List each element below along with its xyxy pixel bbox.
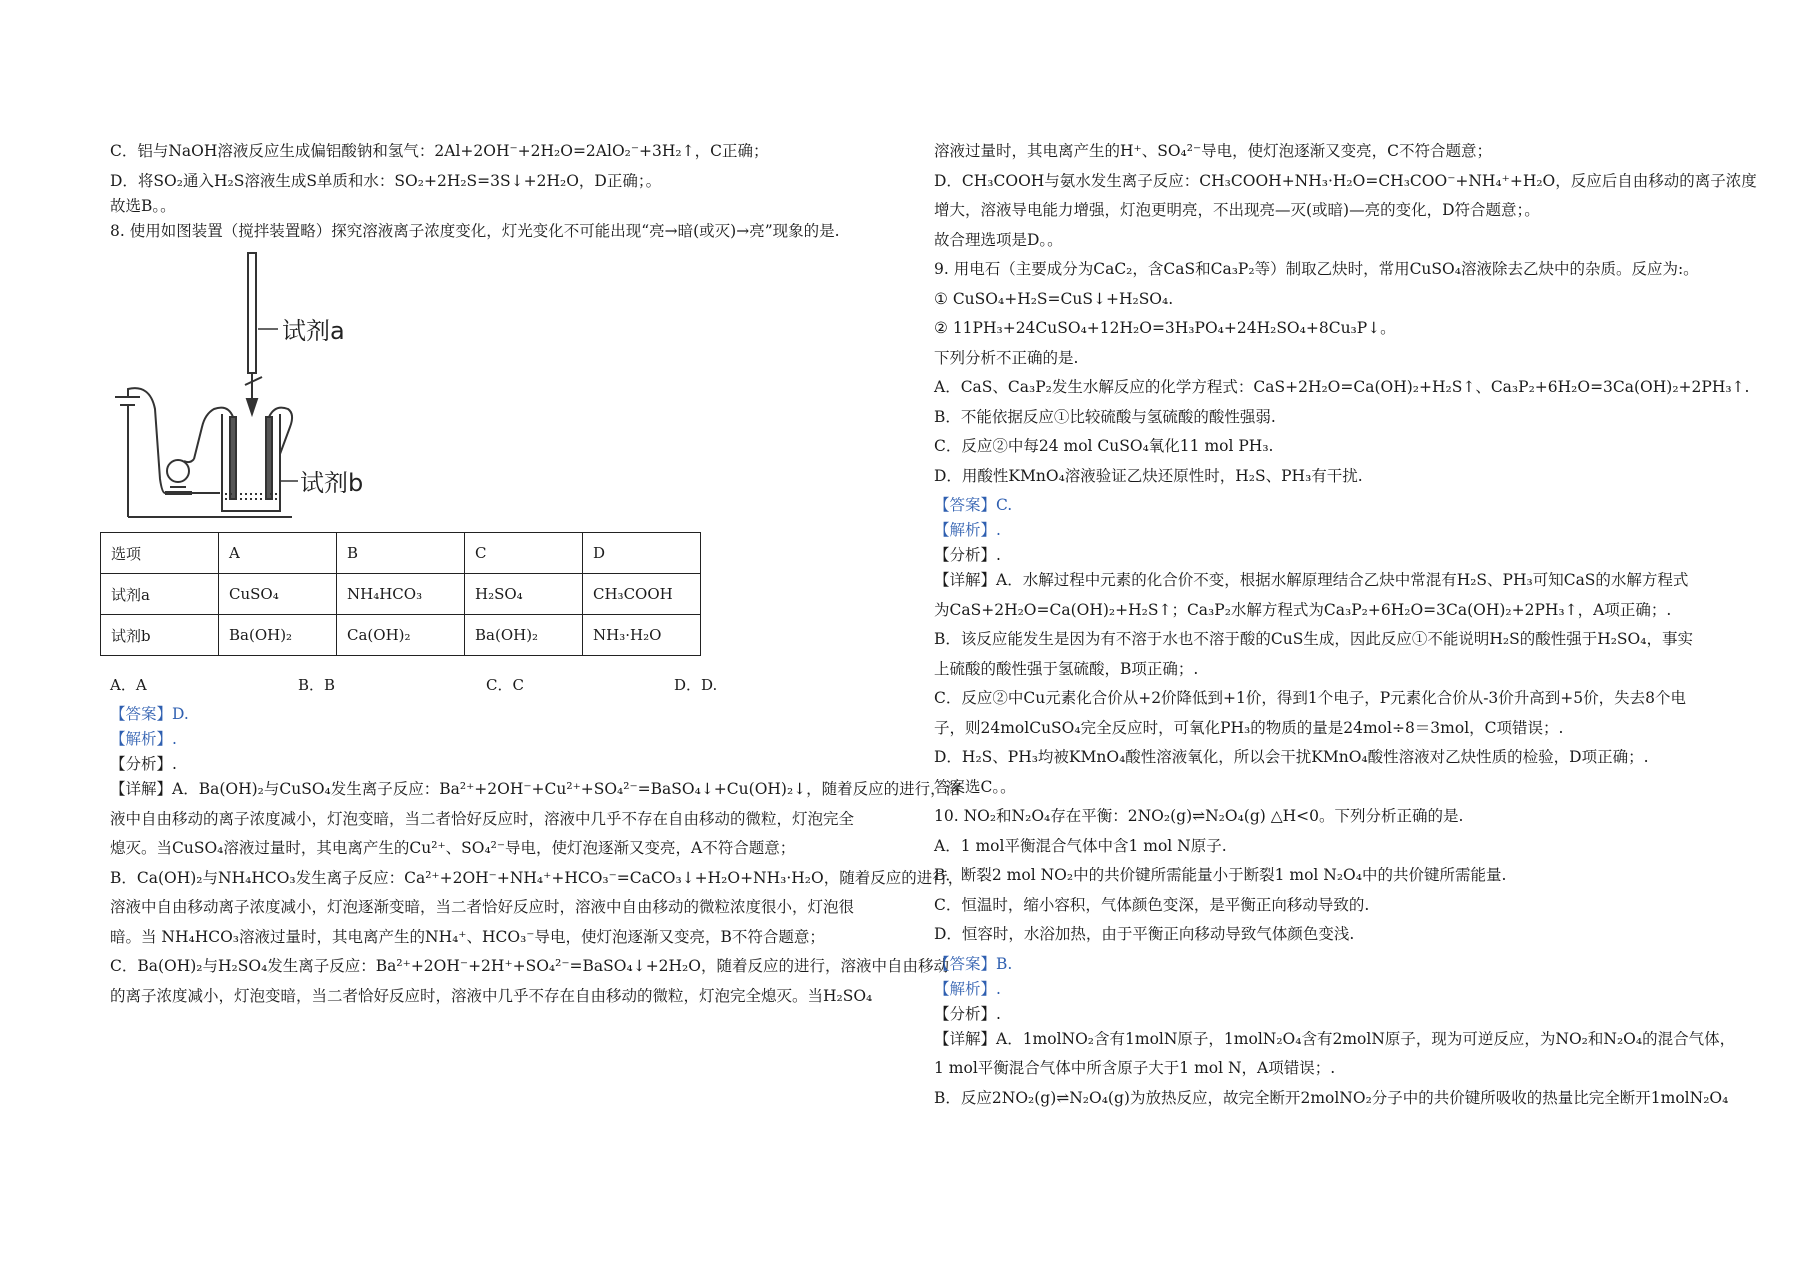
- question-9-stem: 9. 用电石（主要成分为CaC₂，含CaS和Ca₃P₂等）制取乙炔时，常用CuSO₄溶液除去乙炔中的杂质。反应为:。: [934, 260, 1699, 278]
- text-line: 暗。当 NH₄HCO₃溶液过量时，其电离产生的NH₄⁺、HCO₃⁻导电，使灯泡逐渐又变亮，B不符合题意；: [110, 927, 825, 946]
- text-line: 的离子浓度减小，灯泡变暗，当二者恰好反应时，溶液中几乎不存在自由移动的微粒，灯泡完全熄灭。当H₂SO₄: [110, 986, 873, 1005]
- text-line: D．用酸性KMnO₄溶液验证乙炔还原性时，H₂S、PH₃有干扰.: [934, 466, 1363, 485]
- table-cell: 选项: [101, 533, 219, 574]
- text-line: D．恒容时，水浴加热，由于平衡正向移动导致气体颜色变浅.: [934, 925, 1355, 943]
- reagent-a-label: 试剂a: [282, 317, 345, 345]
- options-table: [100, 532, 701, 656]
- text-line: 答案选C。。: [934, 777, 1016, 796]
- choice-a: A．A: [110, 676, 147, 694]
- text-line: 为CaS+2H₂O=Ca(OH)₂+H₂S↑；Ca₃P₂水解方程式为Ca₃P₂+6H₂O=3Ca(OH)₂+2PH₃↑，A项正确；.: [934, 600, 1672, 619]
- table-cell: D: [583, 533, 701, 574]
- right-column: [934, 140, 1757, 1116]
- text-line: B．反应2NO₂(g)⇌N₂O₄(g)为放热反应，故完全断开2molNO₂分子中的共价键所吸收的热量比完全断开1molN₂O₄: [934, 1088, 1729, 1107]
- text-line: 故合理选项是D。。: [934, 230, 1063, 249]
- choice-d: D．D.: [674, 676, 718, 694]
- text-line: B．不能依据反应①比较硫酸与氢硫酸的酸性强弱.: [934, 407, 1276, 426]
- text-line: D．将SO₂通入H₂S溶液生成S单质和水：SO₂+2H₂S=3S↓+2H₂O，D正确；。: [110, 171, 662, 190]
- choice-b: B．B: [298, 676, 336, 694]
- choice-c: C．C: [486, 676, 524, 694]
- text-line: C．恒温时，缩小容积，气体颜色变深，是平衡正向移动导致的.: [934, 895, 1370, 914]
- answer-label: 【答案】C.: [934, 496, 1013, 514]
- analysis-label: 【解析】.: [934, 521, 1001, 539]
- text-line: 1 mol平衡混合气体中所含原子大于1 mol N，A项错误；.: [934, 1059, 1336, 1077]
- answer-label: 【答案】B.: [934, 954, 1013, 973]
- text-line: B．Ca(OH)₂与NH₄HCO₃发生离子反应：Ca²⁺+2OH⁻+NH₄⁺+HCO₃⁻=CaCO₃↓+H₂O+NH₃·H₂O，随着反应的进行，: [110, 868, 964, 887]
- text-line: C．反应②中Cu元素化合价从+2价降低到+1价，得到1个电子，P元素化合价从-3价升高到+5价，失去8个电: [934, 689, 1687, 707]
- table-cell: B: [337, 533, 465, 574]
- table-cell: Ca(OH)₂: [337, 615, 465, 656]
- apparatus-diagram: [110, 249, 410, 524]
- table-row: [101, 533, 701, 574]
- table-cell: 试剂a: [101, 574, 219, 615]
- analysis-label: 【解析】.: [934, 979, 1001, 998]
- table-cell: H₂SO₄: [465, 574, 583, 615]
- question-8-stem: 8. 使用如图装置（搅拌装置略）探究溶液离子浓度变化，灯光变化不可能出现“亮→暗(或灭)→亮”现象的是.: [110, 221, 840, 240]
- apparatus-figure: [110, 249, 410, 524]
- table-cell: C: [465, 533, 583, 574]
- table-cell: Ba(OH)₂: [465, 615, 583, 656]
- text-line: C．反应②中每24 mol CuSO₄氧化11 mol PH₃.: [934, 437, 1274, 455]
- table-row: [101, 615, 701, 656]
- lamp-icon: [167, 460, 189, 482]
- text-line: ② 11PH₃+24CuSO₄+12H₂O=3H₃PO₄+24H₂SO₄+8Cu₃P↓。: [934, 319, 1396, 337]
- text-line: 溶液过量时，其电离产生的H⁺、SO₄²⁻导电，使灯泡逐渐又变亮，C不符合题意；: [934, 142, 1492, 160]
- text-line: 子，则24molCuSO₄完全反应时，可氧化PH₃的物质的量是24mol÷8＝3mol，C项错误；.: [934, 718, 1564, 737]
- fenxi-label: 【分析】.: [934, 546, 1001, 564]
- table-cell: CuSO₄: [219, 574, 337, 615]
- table-row: [101, 574, 701, 615]
- text-line: A．1 mol平衡混合气体中含1 mol N原子.: [934, 836, 1227, 855]
- text-line: 溶液中自由移动离子浓度减小，灯泡逐渐变暗，当二者恰好反应时，溶液中自由移动的微粒浓度很小，灯泡很: [110, 898, 855, 916]
- text-line: D．CH₃COOH与氨水发生离子反应：CH₃COOH+NH₃·H₂O=CH₃COO⁻+NH₄⁺+H₂O，反应后自由移动的离子浓度: [934, 171, 1757, 190]
- table-cell: NH₃·H₂O: [583, 615, 701, 656]
- text-line: A．CaS、Ca₃P₂发生水解反应的化学方程式：CaS+2H₂O=Ca(OH)₂+H₂S↑、Ca₃P₂+6H₂O=3Ca(OH)₂+2PH₃↑.: [934, 378, 1750, 396]
- text-line: 【详解】A．Ba(OH)₂与CuSO₄发生离子反应：Ba²⁺+2OH⁻+Cu²⁺+SO₄²⁻=BaSO₄↓+Cu(OH)₂↓，随着反应的进行，溶: [110, 780, 962, 798]
- text-line: ① CuSO₄+H₂S=CuS↓+H₂SO₄.: [934, 289, 1174, 308]
- analysis-label: 【解析】.: [110, 730, 177, 748]
- table-cell: Ba(OH)₂: [219, 615, 337, 656]
- text-line: 【详解】A．水解过程中元素的化合价不变，根据水解原理结合乙炔中常混有H₂S、PH₃可知CaS的水解方程式: [934, 571, 1689, 589]
- text-line: 下列分析不正确的是.: [934, 348, 1079, 367]
- text-line: 上硫酸的酸性强于氢硫酸，B项正确；.: [934, 659, 1199, 678]
- text-line: 熄灭。当CuSO₄溶液过量时，其电离产生的Cu²⁺、SO₄²⁻导电，使灯泡逐渐又变亮，A不符合题意；: [110, 839, 796, 857]
- text-line: C．铝与NaOH溶液反应生成偏铝酸钠和氢气：2Al+2OH⁻+2H₂O=2AlO₂⁻+3H₂↑，C正确；: [110, 142, 769, 160]
- answer-label: 【答案】D.: [110, 705, 189, 723]
- text-line: C．Ba(OH)₂与H₂SO₄发生离子反应：Ba²⁺+2OH⁻+2H⁺+SO₄²⁻=BaSO₄↓+2H₂O，随着反应的进行，溶液中自由移动: [110, 957, 949, 975]
- table-cell: NH₄HCO₃: [337, 574, 465, 615]
- question-10-stem: 10. NO₂和N₂O₄存在平衡：2NO₂(g)⇌N₂O₄(g) △H<0。下列分析正确的是.: [934, 807, 1464, 825]
- text-line: B．该反应能发生是因为有不溶于水也不溶于酸的CuS生成，因此反应①不能说明H₂S的酸性强于H₂SO₄，事实: [934, 630, 1693, 648]
- left-column: [110, 140, 964, 1014]
- answer-choices: [110, 674, 900, 695]
- text-line: 【详解】A．1molNO₂含有1molN原子，1molN₂O₄含有2molN原子，现为可逆反应，为NO₂和N₂O₄的混合气体，: [934, 1029, 1736, 1048]
- fenxi-label: 【分析】.: [934, 1004, 1001, 1023]
- text-line: 增大，溶液导电能力增强，灯泡更明亮，不出现亮—灭(或暗)—亮的变化，D符合题意；。: [934, 201, 1540, 219]
- text-line: 液中自由移动的离子浓度减小，灯泡变暗，当二者恰好反应时，溶液中几乎不存在自由移动的微粒，灯泡完全: [110, 809, 855, 828]
- burette-icon: [248, 253, 256, 373]
- text-line: 故选B。。: [110, 196, 176, 215]
- fenxi-label: 【分析】.: [110, 755, 177, 773]
- text-line: D．H₂S、PH₃均被KMnO₄酸性溶液氧化，所以会干扰KMnO₄酸性溶液对乙炔性质的检验，D项正确；.: [934, 748, 1649, 766]
- table-cell: CH₃COOH: [583, 574, 701, 615]
- table-cell: 试剂b: [101, 615, 219, 656]
- text-line: B．断裂2 mol NO₂中的共价键所需能量小于断裂1 mol N₂O₄中的共价键所需能量.: [934, 866, 1507, 884]
- table-cell: A: [219, 533, 337, 574]
- reagent-b-label: 试剂b: [300, 469, 364, 497]
